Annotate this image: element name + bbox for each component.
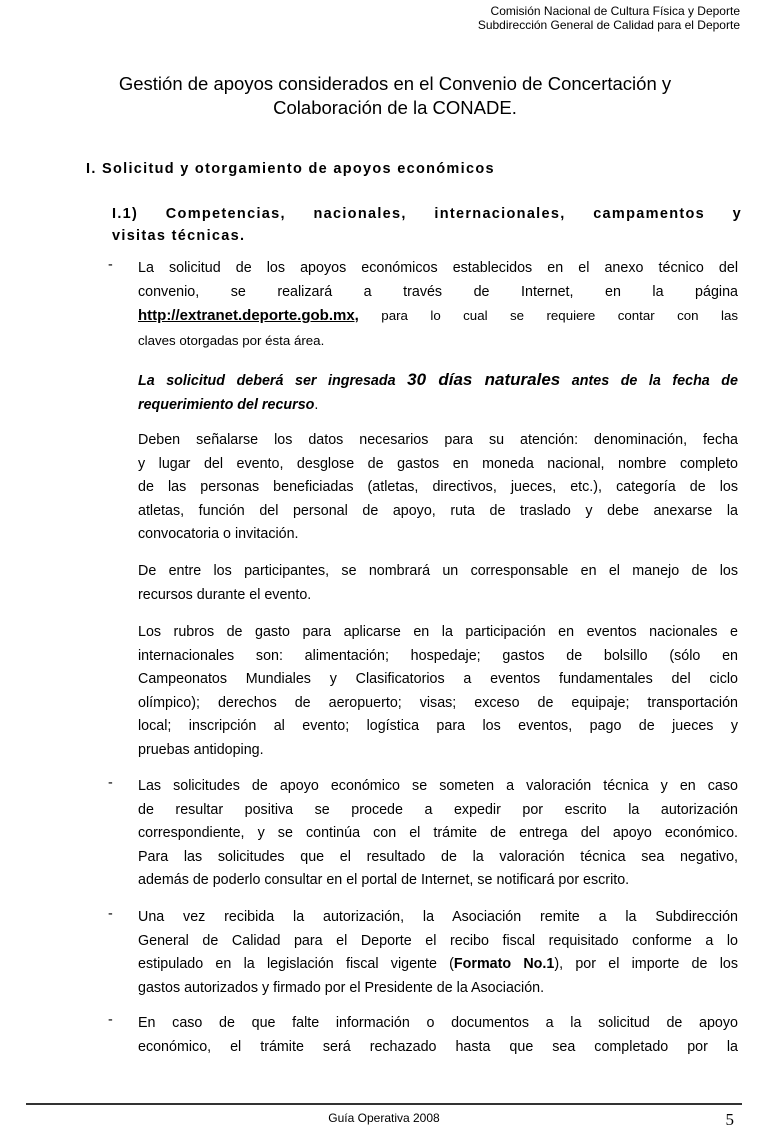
para-line: económico, el trámite será rechazado hasta que sea completado por la <box>138 1038 738 1055</box>
subsection-heading-line-2: visitas técnicas. <box>112 228 246 244</box>
paragraph-web-request <box>138 257 738 352</box>
para-line: pruebas antidoping. <box>138 741 264 758</box>
para-line <box>138 368 738 394</box>
para-text: ), por el importe de los <box>554 956 738 972</box>
para-line: Las solicitudes de apoyo económico se someten a valoración técnica y en caso <box>138 778 738 794</box>
para-line: local; inscripción al evento; logística para los eventos, pago de jueces y <box>138 718 738 734</box>
header-org: Comisión Nacional de Cultura Física y Deporte <box>490 4 740 18</box>
paragraph-required-data <box>138 429 738 547</box>
para-line: claves otorgadas por ésta área. <box>138 332 325 348</box>
para-line: De entre los participantes, se nombrará un corresponsable en el manejo de los <box>138 563 738 579</box>
subsection-heading-line-1: I.1) Competencias, nacionales, internacionales, campamentos y <box>112 206 742 222</box>
para-line: En caso de que falte información o documentos a la solicitud de apoyo <box>138 1015 738 1031</box>
para-line: correspondiente, y se continúa con el trámite de entrega del apoyo económico. <box>138 825 738 841</box>
footer-divider <box>26 1103 742 1105</box>
format-reference: Formato No.1 <box>453 956 555 972</box>
para-line: La solicitud de los apoyos económicos establecidos en el anexo técnico del <box>138 260 738 276</box>
title-line-1: Gestión de apoyos considerados en el Convenio de Concertación y <box>118 73 672 94</box>
para-text: . <box>314 396 319 413</box>
para-line: Campeonatos Mundiales y Clasificatorios a eventos fundamentales del ciclo <box>138 671 738 687</box>
para-line: olímpico); derechos de aeropuerto; visas; exceso de equipaje; transportación <box>138 694 738 711</box>
para-line: de las personas beneficiadas (atletas, directivos, jueces, etc.), categoría de los <box>138 479 738 495</box>
paragraph-expense-items <box>138 621 738 762</box>
para-line: Para las solicitudes que el resultado de la valoración técnica sea negativo, <box>138 848 738 865</box>
bullet-dash: - <box>108 257 113 273</box>
paragraph-fiscal-receipt <box>138 906 738 1000</box>
para-line <box>138 953 738 977</box>
header-suborg: Subdirección General de Calidad para el Deporte <box>477 18 740 32</box>
paragraph-deadline <box>138 368 738 417</box>
para-text: requerimiento del recurso <box>138 396 315 413</box>
para-line: atletas, función del personal de apoyo, ruta de traslado y debe anexarse la <box>138 502 738 519</box>
section-heading: I. Solicitud y otorgamiento de apoyos económicos <box>86 161 495 177</box>
para-line: convenio, se realizará a través de Internet, en la página <box>138 283 738 300</box>
para-line: internacionales son: alimentación; hospedaje; gastos de bolsillo (sólo en <box>138 647 738 664</box>
para-text: La solicitud deberá ser ingresada <box>138 373 408 389</box>
bullet-dash: - <box>108 1012 113 1028</box>
para-line: recursos durante el evento. <box>138 586 312 603</box>
para-line: Una vez recibida la autorización, la Asociación remite a la Subdirección <box>138 909 738 925</box>
page-number: 5 <box>725 1110 734 1129</box>
para-line: convocatoria o invitación. <box>138 526 299 542</box>
subsection-heading <box>112 203 742 247</box>
paragraph-coresponsible <box>138 560 738 607</box>
para-text: estipulado en la legislación fiscal vigente ( <box>138 956 454 972</box>
extranet-link[interactable]: http://extranet.deporte.gob.mx, <box>138 307 359 324</box>
para-line: Deben señalarse los datos necesarios para su atención: denominación, fecha <box>138 432 738 448</box>
para-line <box>138 394 738 418</box>
paragraph-technical-review <box>138 775 738 893</box>
bullet-dash: - <box>108 906 113 922</box>
para-line <box>138 304 738 329</box>
document-title <box>60 72 730 120</box>
para-text: para lo cual se requiere contar con las <box>358 308 738 323</box>
para-line: de resultar positiva se procede a expedir por escrito la autorización <box>138 801 738 818</box>
para-line: y lugar del evento, desglose de gastos en moneda nacional, nombre completo <box>138 455 738 472</box>
para-line: además de poderlo consultar en el portal de Internet, se notificará por escrito. <box>138 872 630 888</box>
deadline-days: 30 días naturales <box>407 370 561 389</box>
para-line: General de Calidad para el Deporte el recibo fiscal requisitado conforme a lo <box>138 932 738 949</box>
bullet-dash: - <box>108 775 113 791</box>
para-line: Los rubros de gasto para aplicarse en la participación en eventos nacionales e <box>138 624 738 640</box>
footer-text: Guía Operativa 2008 <box>328 1111 440 1125</box>
title-line-2: Colaboración de la CONADE. <box>273 97 517 118</box>
paragraph-missing-info <box>138 1012 738 1059</box>
page-header <box>478 4 740 32</box>
para-line: gastos autorizados y firmado por el Presidente de la Asociación. <box>138 979 545 996</box>
para-text: antes de la fecha de <box>560 373 738 389</box>
